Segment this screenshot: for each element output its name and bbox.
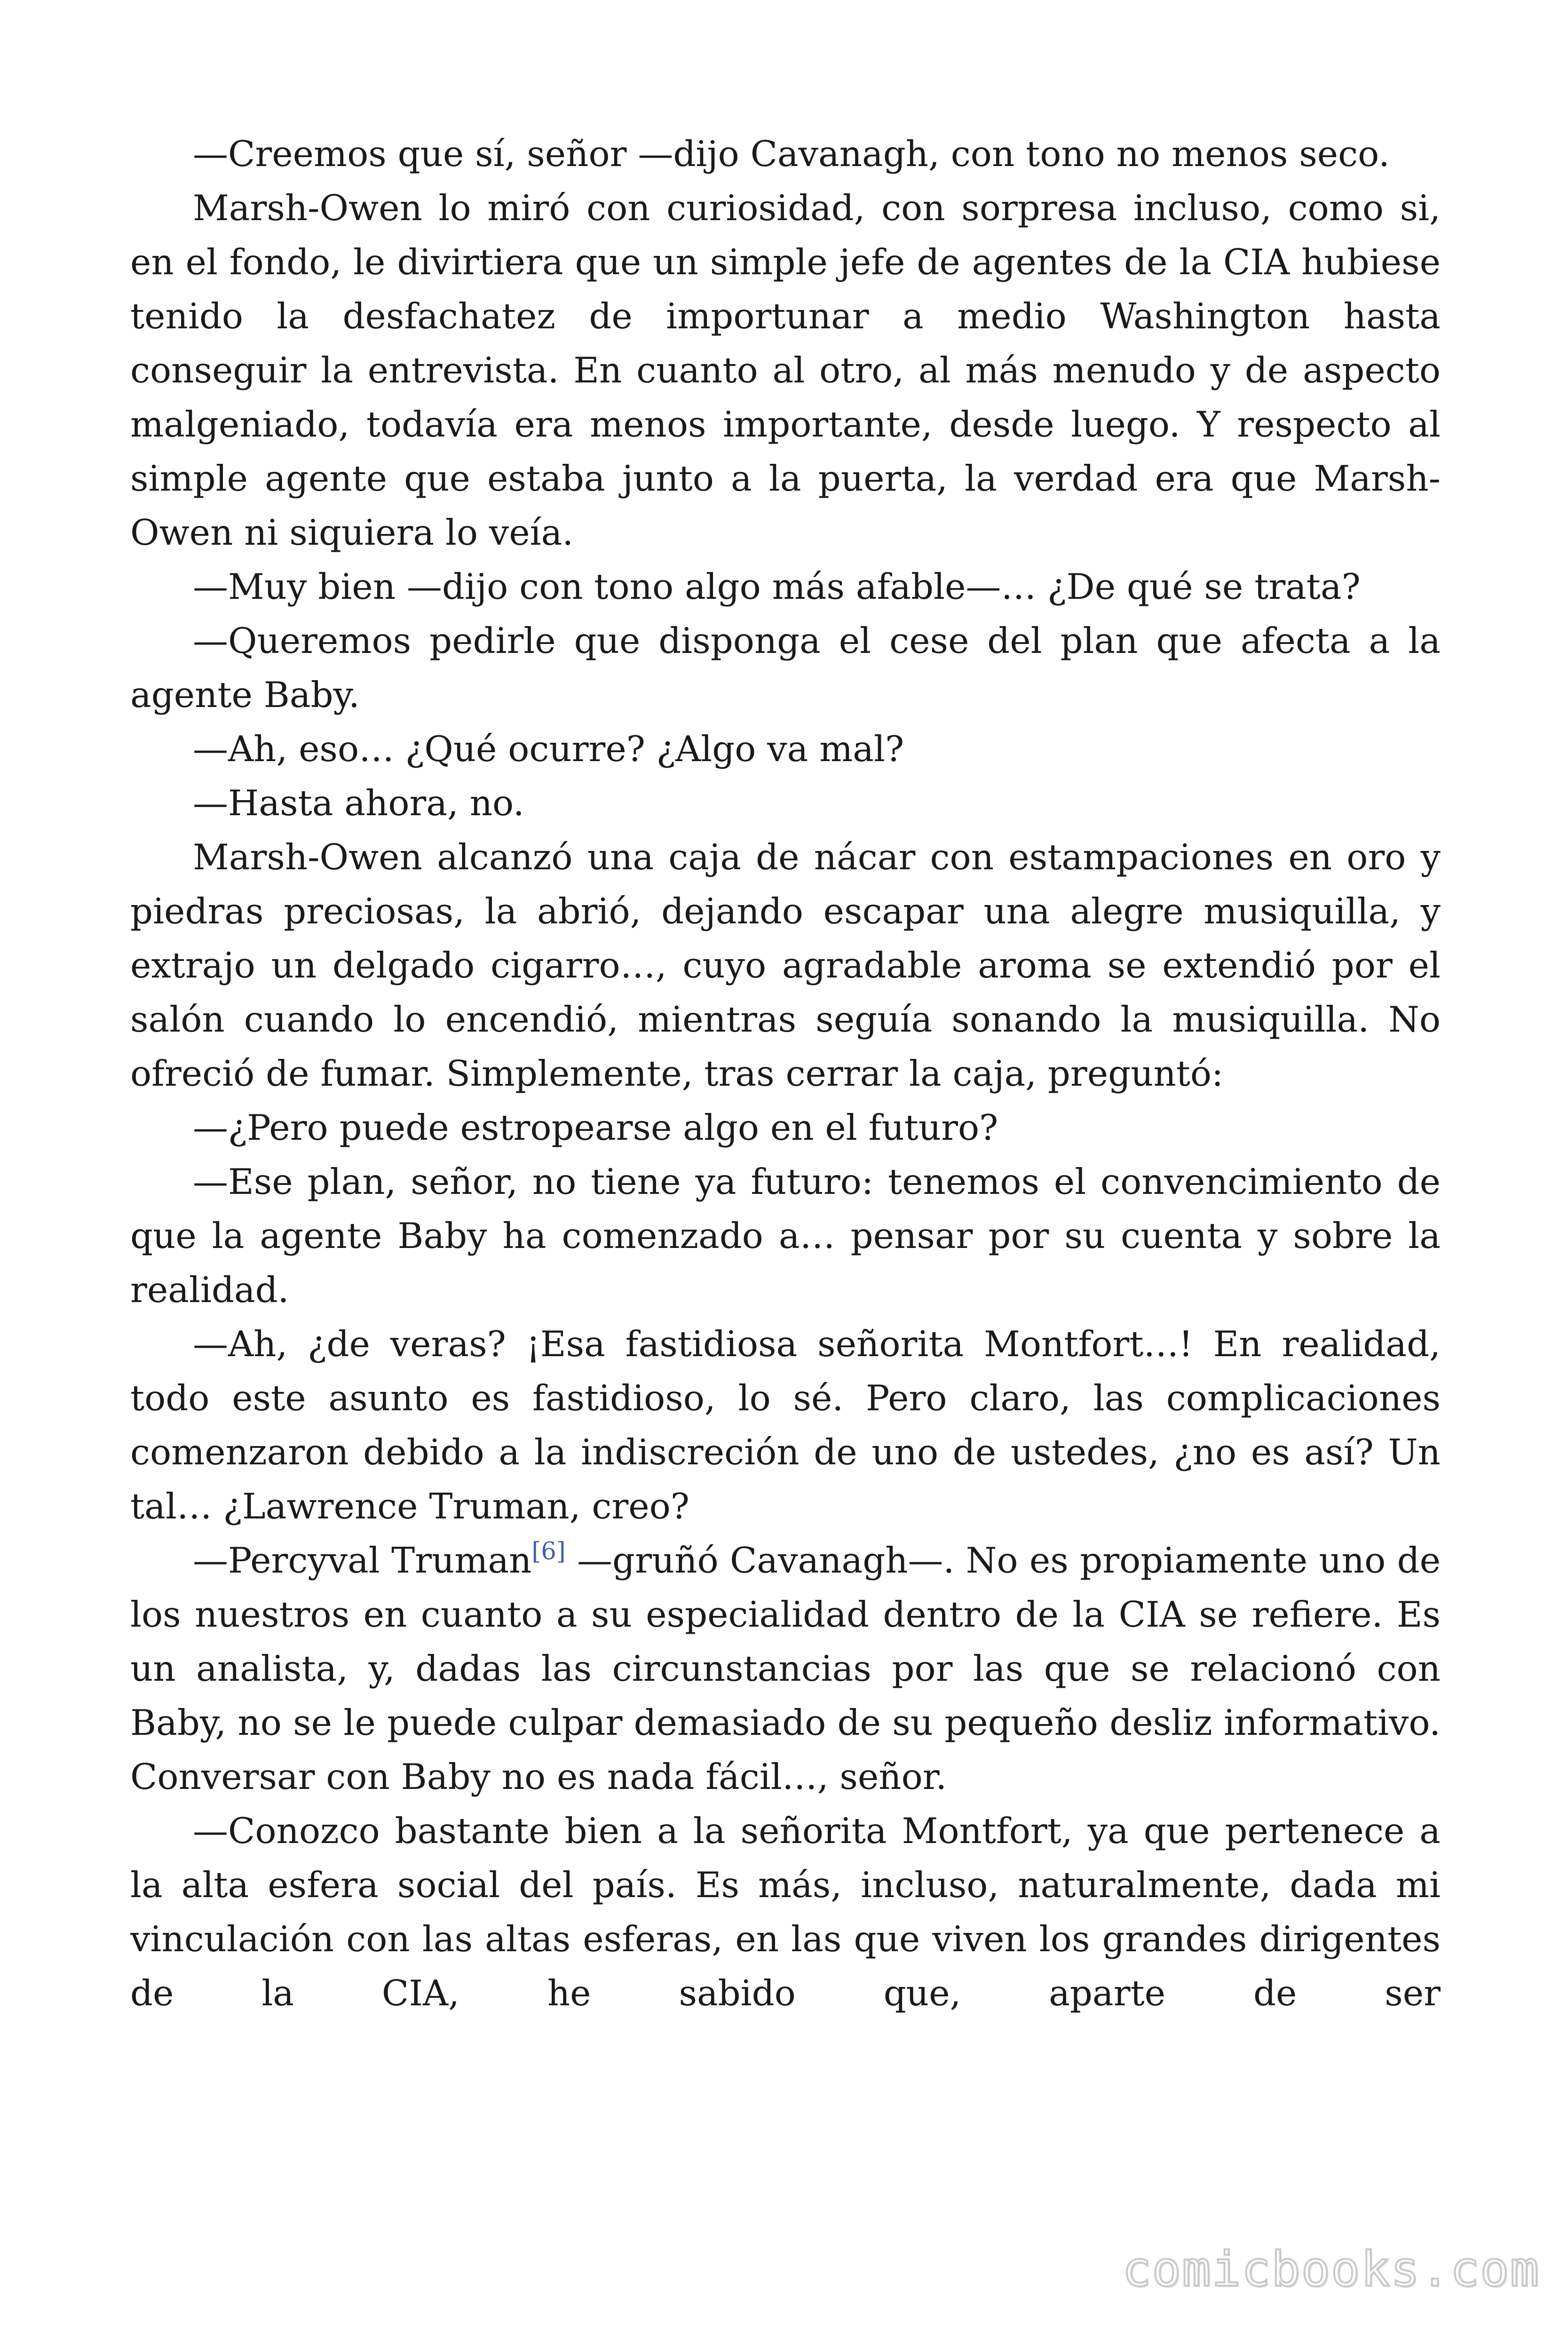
body-text [130, 127, 1441, 2020]
paragraph: —Ese plan, señor, no tiene ya futuro: tenemos el convencimiento de que la agente Baby ha comenzado a… pensar por su cuenta y sobre la realidad. [130, 1161, 1441, 1311]
paragraph: —Hasta ahora, no. [193, 782, 524, 824]
paragraph: —Muy bien —dijo con tono algo más afable—… ¿De qué se trata? [193, 566, 1361, 607]
footnote-link[interactable]: [6] [531, 1537, 566, 1565]
paragraph: Marsh-Owen lo miró con curiosidad, con sorpresa incluso, como si, en el fondo, le divirtiera que un simple jefe de agentes de la CIA hubiese tenido la desfachatez de importunar a medio Washington hasta conseguir la entrevista. En cuanto al otro, al más menudo y de aspecto malgeniado, todavía era menos importante, desde luego. Y respecto al simple agente que estaba junto a la puerta, la verdad era que Marsh-Owen ni siquiera lo veía. [130, 187, 1441, 553]
paragraph-text-before-footnote: —Percyval Truman [193, 1540, 532, 1581]
paragraph: —Ah, eso… ¿Qué ocurre? ¿Algo va mal? [193, 728, 904, 770]
paragraph-text-after-footnote: —gruñó Cavanagh—. No es propiamente uno de los nuestros en cuanto a su especialidad dentro de la CIA se refiere. Es un analista, y, dadas las circunstancias por las que se relacionó con Baby, no se le puede culpar demasiado de su pequeño desliz informativo. Conversar con Baby no es nada fácil…, señor. [130, 1540, 1441, 1797]
paragraph: Marsh-Owen alcanzó una caja de nácar con estampaciones en oro y piedras preciosas, la abrió, dejando escapar una alegre musiquilla, y extrajo un delgado cigarro…, cuyo agradable aroma se extendió por el salón cuando lo encendió, mientras seguía sonando la musiquilla. No ofreció de fumar. Simplemente, tras cerrar la caja, preguntó: [130, 836, 1441, 1094]
watermark: comicbooks.com [1122, 2241, 1540, 2297]
paragraph: —¿Pero puede estropearse algo en el futuro? [193, 1107, 998, 1148]
paragraph [130, 1534, 1441, 1804]
paragraph: —Queremos pedirle que disponga el cese del plan que afecta a la agente Baby. [130, 620, 1441, 715]
paragraph: —Ah, ¿de veras? ¡Esa fastidiosa señorita Montfort…! En realidad, todo este asunto es fastidioso, lo sé. Pero claro, las complicaciones comenzaron debido a la indiscreción de uno de ustedes, ¿no es así? Un tal… ¿Lawrence Truman, creo? [130, 1323, 1441, 1527]
paragraph: —Creemos que sí, señor —dijo Cavanagh, con tono no menos seco. [193, 133, 1390, 175]
paragraph: —Conozco bastante bien a la señorita Montfort, ya que pertenece a la alta esfera social del país. Es más, incluso, naturalmente, dada mi vinculación con las altas esferas, en las que viven los grandes dirigentes de la CIA, he sabido que, aparte de ser [130, 1810, 1441, 2014]
